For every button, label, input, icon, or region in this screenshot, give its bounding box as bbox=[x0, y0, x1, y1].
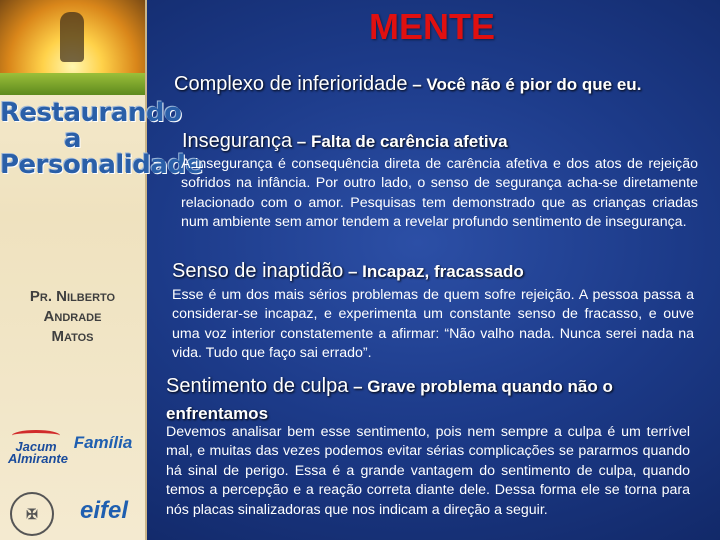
section-heading-culpa bbox=[166, 373, 666, 428]
series-title-line: Personalidade bbox=[0, 150, 203, 180]
sidebar bbox=[0, 0, 203, 540]
series-title-line: a bbox=[63, 124, 82, 154]
section-heading-lead: Complexo de inferioridade bbox=[174, 73, 408, 95]
sunrise-image bbox=[0, 0, 145, 95]
author-name bbox=[0, 287, 145, 347]
familia-logo bbox=[70, 433, 136, 467]
section-heading-rest: – Você não é pior do que eu. bbox=[407, 75, 642, 94]
section-heading-rest: – Grave problema quando não o enfrentamos bbox=[166, 377, 613, 423]
section-body-culpa: Devemos analisar bem esse sentimento, pois nem sempre a culpa é um terrível mal, e muitas das vezes podemos evitar sérias complicações se pararmos quando há sinal de perigo. Essa é a grande vantagem do sentimento de culpa, quando temos a percepção e a reação correta diante dele. Dessa forma ele se torna para nós placas sinalizadoras que nos indicam a direção a seguir. bbox=[166, 424, 690, 518]
section-body-inseguranca: A insegurança é consequência direta de carência afetiva e dos atos de rejeição sofridos na infância. Por outro lado, o senso de segurança acha-se diretamente relacionado com o amor. Pesquisas tem demonstrado que as crianças criadas num ambiente sem amor tendem a revelar profundo sentimento de insegurança. bbox=[181, 156, 698, 231]
author-line: Pr. Nilberto bbox=[29, 288, 116, 305]
eifel-logo-text: eifel bbox=[79, 497, 129, 524]
author-line: Matos bbox=[51, 328, 94, 345]
familia-logo-text: Família bbox=[73, 433, 133, 452]
jacum-almirante-logo bbox=[8, 430, 68, 468]
author-line: Andrade bbox=[43, 308, 102, 325]
section-heading-lead: Sentimento de culpa bbox=[166, 375, 349, 397]
eifel-logo bbox=[72, 497, 136, 532]
grass-field bbox=[0, 73, 145, 95]
series-title-line: Restaurando bbox=[0, 98, 182, 128]
series-title bbox=[0, 98, 203, 180]
church-seal-logo: ✠ bbox=[10, 492, 54, 536]
section-heading-inferioridade bbox=[174, 72, 694, 98]
section-heading-lead: Insegurança bbox=[182, 130, 293, 152]
person-silhouette-icon bbox=[60, 12, 84, 62]
jacum-logo-text: Jacum Almirante bbox=[8, 439, 68, 466]
section-body-inaptidao: Esse é um dos mais sérios problemas de quem sofre rejeição. A pessoa passa a considerar-se incapaz, e experimenta um constante senso de fracasso, e ouve uma voz interior constatemente a afirmar: “Não valho nada. Nunca serei nada na vida. Tudo que faço sai errado”. bbox=[172, 287, 694, 362]
slide-title: MENTE bbox=[369, 6, 495, 47]
section-heading-inseguranca bbox=[182, 128, 702, 156]
section-heading-rest: – Falta de carência afetiva bbox=[292, 132, 508, 151]
section-heading-rest: – Incapaz, fracassado bbox=[343, 262, 524, 281]
section-heading-lead: Senso de inaptidão bbox=[172, 260, 344, 282]
section-heading-inaptidao bbox=[172, 258, 702, 286]
